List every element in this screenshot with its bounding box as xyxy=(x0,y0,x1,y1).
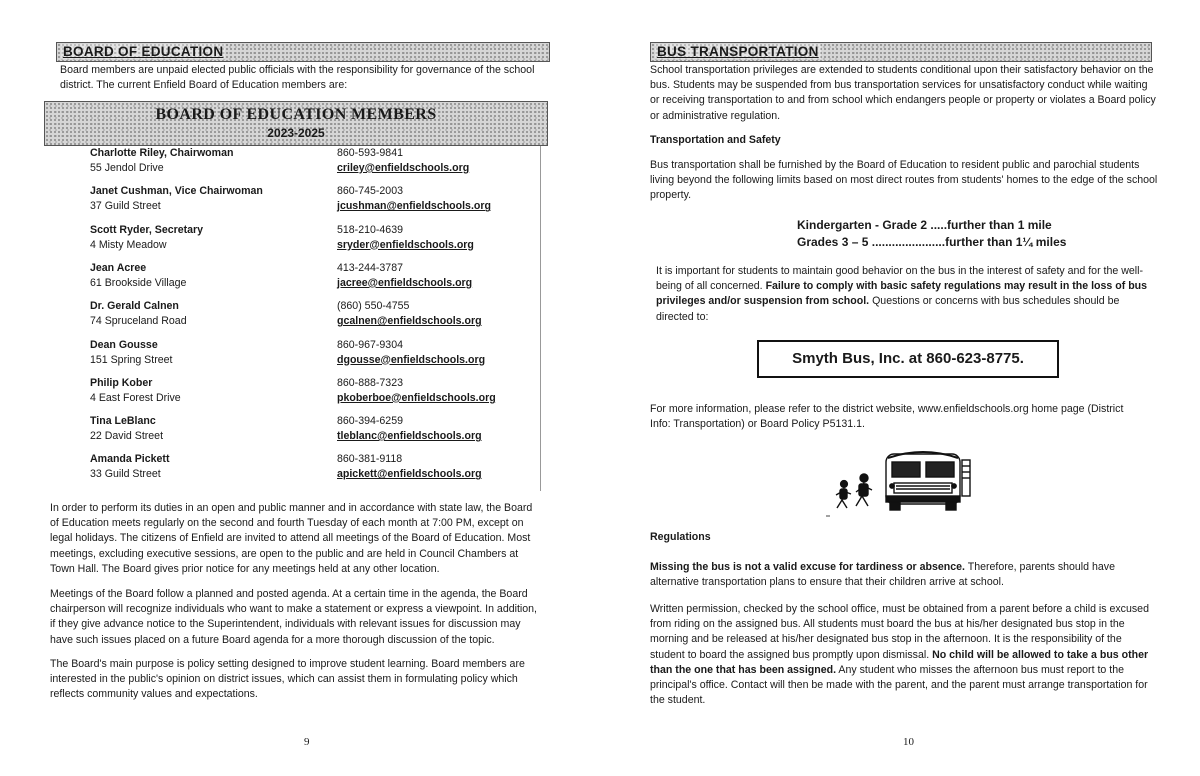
board-member-entry xyxy=(90,146,540,178)
board-member-entry xyxy=(90,452,540,484)
member-email-link[interactable]: apickett@enfieldschools.org xyxy=(337,468,482,481)
school-bus-icon xyxy=(886,452,970,510)
member-name: Jean Acree xyxy=(90,261,147,274)
regulation-permission xyxy=(650,602,1158,708)
limit-distance: ......................further than 1¼ miles xyxy=(871,235,1067,249)
regulation-missing-bus xyxy=(650,560,1158,590)
reg1-bold: Missing the bus is not a valid excuse for tardiness or absence. xyxy=(650,561,965,573)
member-name: Charlotte Riley, Chairwoman xyxy=(90,147,234,159)
member-address: 151 Spring Street xyxy=(90,353,173,366)
member-phone: 860-394-6259 xyxy=(337,415,403,428)
member-address: 22 David Street xyxy=(90,430,164,443)
limit-grades: Kindergarten - Grade 2 xyxy=(797,218,928,232)
member-email-link[interactable]: gcalnen@enfieldschools.org xyxy=(337,315,482,328)
reg2-start: Written permission, checked by the school office, must be obtained from a parent before a child is excused from riding on the assigned bus. All students must board the bus at his/her designated bus stop in the morning and be released at his/her designated bus stop in the afternoon. It is the responsibility of the student to board the assigned bus promptly upon dismissal. xyxy=(650,603,1149,661)
school-bus-illustration xyxy=(826,444,986,522)
board-para-purpose: The Board's main purpose is policy setting designed to improve student learning. Board members are interested in the public's opinion on district issues, which can assist them in formulating policy which reflects community values and expectations. xyxy=(50,658,525,701)
reg1-rest: Therefore, parents should have alternative transportation plans to ensure that their children arrive at school. xyxy=(650,561,1115,589)
bus-intro: School transportation privileges are extended to students conditional upon their satisfactory behavior on the bus. Students may be suspended from bus transportation services for unsatisfactory conduct while waiting or receiving transportation to and from school which endangers people or property or violates a Board policy or administrative regulation. xyxy=(650,64,1156,122)
member-address: 37 Guild Street xyxy=(90,200,161,213)
board-member-entry xyxy=(90,299,540,331)
board-member-entry xyxy=(90,184,540,216)
member-address: 33 Guild Street xyxy=(90,468,161,481)
board-member-entry xyxy=(90,338,540,370)
member-phone: 860-888-7323 xyxy=(337,376,403,389)
behavior-text-start: It is important for students to maintain good behavior on the bus in the interest of safety and for the well-being of all concerned. xyxy=(656,265,1143,293)
board-para-agenda: Meetings of the Board follow a planned and posted agenda. At a certain time in the agenda, the Board chairperson will recognize individuals who want to make a statement or express a viewpoint. In addition, if they give advance notice to the Superintendent, individuals with relevant issues for discussion may have such issues placed on a future Board agenda for a more thorough discussion of the topic. xyxy=(50,588,537,646)
member-name: Scott Ryder, Secretary xyxy=(90,223,204,236)
page-number-right: 10 xyxy=(903,736,914,748)
board-member-entry xyxy=(90,223,540,255)
member-name: Tina LeBlanc xyxy=(90,415,156,428)
limit-grades: Grades 3 – 5 xyxy=(797,235,869,249)
safety-heading: Transportation and Safety xyxy=(650,134,781,146)
member-email-link[interactable]: criley@enfieldschools.org xyxy=(337,162,470,174)
bus-contact-box: Smyth Bus, Inc. at 860-623-8775. xyxy=(757,340,1059,378)
board-section-header xyxy=(56,42,550,62)
member-phone: 413-244-3787 xyxy=(337,261,403,274)
reg2-end: Any student who misses the afternoon bus must report to the principal's office. Contact will then be made with the parent, and the parent must arrange transportation for the student. xyxy=(650,663,1148,707)
page-number-left: 9 xyxy=(304,736,310,748)
member-name: Dr. Gerald Calnen xyxy=(90,300,179,313)
members-box-years: 2023-2025 xyxy=(267,126,325,140)
safety-para: Bus transportation shall be furnished by the Board of Education to resident public and parochial students living beyond the following limits based on most direct routes from students' homes to the edge of the school property. xyxy=(650,159,1158,202)
board-member-entry xyxy=(90,261,540,293)
member-email-link[interactable]: tleblanc@enfieldschools.org xyxy=(337,430,482,443)
children-walking-icon xyxy=(836,474,872,508)
board-intro: Board members are unpaid elected public officials with the responsibility for governance of the school district. The current Enfield Board of Education members are: xyxy=(60,64,535,92)
member-name: Amanda Pickett xyxy=(90,453,170,466)
member-name: Janet Cushman, Vice Chairwoman xyxy=(90,185,263,198)
member-phone: 860-593-9841 xyxy=(337,147,403,159)
member-phone: 860-745-2003 xyxy=(337,185,403,198)
bus-section-title: BUS TRANSPORTATION xyxy=(657,44,819,59)
member-email-link[interactable]: dgousse@enfieldschools.org xyxy=(337,353,486,366)
member-phone: (860) 550-4755 xyxy=(337,300,410,313)
more-info-para: For more information, please refer to the district website, www.enfieldschools.org home page (District Info: Transportation) or Board Policy P5131.1. xyxy=(650,403,1124,431)
member-address: 55 Jendol Drive xyxy=(90,162,164,174)
member-email-link[interactable]: pkoberboe@enfieldschools.org xyxy=(337,391,496,404)
limit-row xyxy=(797,217,1066,234)
members-box xyxy=(44,101,548,146)
member-address: 4 Misty Meadow xyxy=(90,238,167,251)
member-email-link[interactable]: jcushman@enfieldschools.org xyxy=(337,200,491,213)
board-member-entry xyxy=(90,414,540,446)
member-email-link[interactable]: jacree@enfieldschools.org xyxy=(337,276,473,289)
behavior-text-end: Questions or concerns with bus schedules should be directed to: xyxy=(656,295,1120,323)
member-name: Dean Gousse xyxy=(90,338,158,351)
members-box-title: BOARD OF EDUCATION MEMBERS xyxy=(155,106,437,123)
reg2-bold: No child will be allowed to take a bus other than the one that has been assigned. xyxy=(650,648,1149,676)
behavior-para xyxy=(656,264,1156,325)
limit-row xyxy=(797,234,1066,251)
regulations-heading: Regulations xyxy=(650,531,711,543)
behavior-text-bold: Failure to comply with basic safety regulations may result in the loss of bus privileges and/or suspension from school. xyxy=(656,280,1148,308)
member-phone: 860-967-9304 xyxy=(337,338,403,351)
member-phone: 860-381-9118 xyxy=(337,453,403,466)
distance-limits xyxy=(797,217,1066,251)
limit-distance: .....further than 1 mile xyxy=(930,218,1052,232)
member-email-link[interactable]: sryder@enfieldschools.org xyxy=(337,238,474,251)
board-section-title: BOARD OF EDUCATION xyxy=(63,44,224,59)
member-name: Philip Kober xyxy=(90,376,153,389)
member-address: 74 Spruceland Road xyxy=(90,315,187,328)
board-para-meetings: In order to perform its duties in an open and public manner and in accordance with state law, the Board of Education meets regularly on the second and fourth Tuesday of each month at 7:00 PM, except on legal holidays. The citizens of Enfield are invited to attend all meetings of the Board of Education. Most meetings, excluding executive sessions, are open to the public and are held in Council Chambers at Town Hall. The Board gives prior notice for any meetings held at any other location. xyxy=(50,502,533,575)
member-address: 4 East Forest Drive xyxy=(90,391,181,404)
board-member-entry xyxy=(90,376,540,408)
member-phone: 518-210-4639 xyxy=(337,223,403,236)
member-address: 61 Brookside Village xyxy=(90,276,187,289)
bus-section-header xyxy=(650,42,1152,62)
